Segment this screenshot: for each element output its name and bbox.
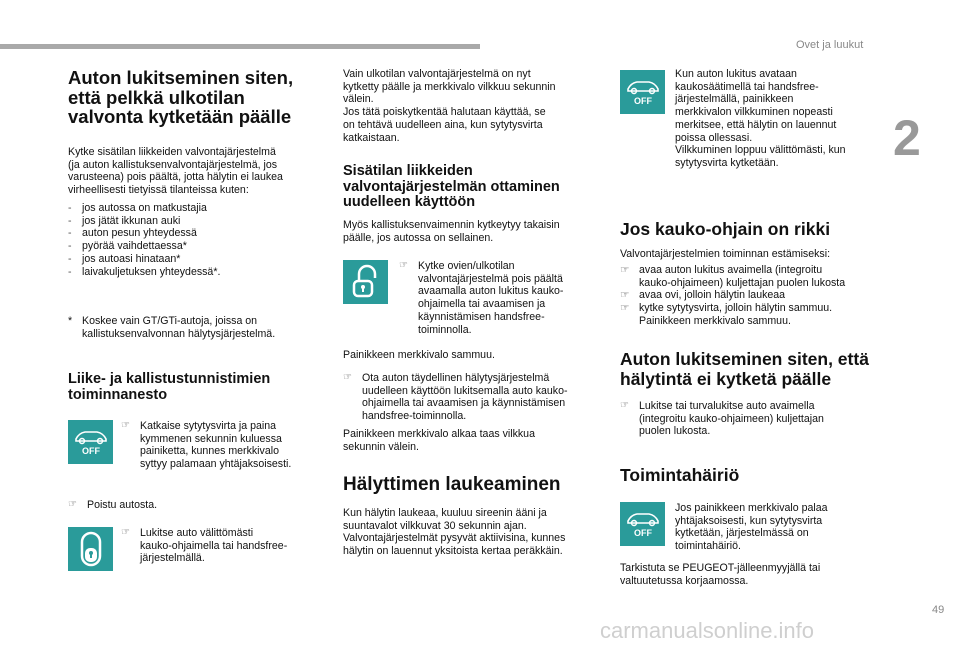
heading-main: Auton lukitseminen siten, että pelkkä ulkotilan valvonta kytketään päälle bbox=[68, 67, 294, 127]
chapter-number: 2 bbox=[893, 110, 921, 166]
heading-remote-broken: Jos kauko-ohjain on rikki bbox=[620, 219, 831, 239]
paragraph: Kun auton lukitus avataan kaukosäätimellä tai handsfree- järjestelmällä, painikkeen merkkivalon vilkkuminen nopeasti merkitsee, että hälytin on lauennut poissa ollessasi. Vilkkuminen loppuu välittömästi, kun sytytysvirta kytketään. bbox=[675, 68, 846, 169]
pointer-icon: ☞ bbox=[343, 372, 352, 383]
situation-list bbox=[68, 202, 220, 278]
pointer-icon: ☞ bbox=[68, 499, 77, 510]
dash-marker: - bbox=[68, 240, 72, 253]
dash-marker: - bbox=[68, 227, 72, 240]
list-item bbox=[68, 202, 220, 215]
paragraph: Kun hälytin laukeaa, kuuluu sireenin ääni ja suuntavalot vilkkuvat 30 sekunnin ajan. Valvontajärjestelmät pysyvät aktiivisina, kunnes hälytin on lauennut yksitoista kertaa peräkkäin. bbox=[343, 507, 566, 558]
heading-sensor-disable: Liike- ja kallistustunnistimien toiminnanesto bbox=[68, 371, 271, 403]
heading-reenable: Sisätilan liikkeiden valvontajärjestelmän ottaminen uudelleen käyttöön bbox=[343, 163, 560, 210]
paragraph: Jos painikkeen merkkivalo palaa yhtäjaksoisesti, kun sytytysvirta kytketään, järjestelmässä on toimintahäiriö. bbox=[675, 502, 828, 553]
off-label: OFF bbox=[81, 446, 100, 456]
paragraph: Myös kallistuksenvaimennin kytkeytyy takaisin päälle, jos autossa on sellainen. bbox=[343, 219, 560, 244]
section-title: Ovet ja luukut bbox=[796, 39, 864, 51]
lock-open-icon bbox=[343, 260, 388, 304]
footnote: Koskee vain GT/GTi-autoja, joissa on kallistuksenvalvonnan hälytysjärjestelmä. bbox=[82, 315, 276, 340]
step-text: Lukitse auto välittömästi kauko-ohjaimella tai handsfree- järjestelmällä. bbox=[140, 527, 288, 565]
list-item bbox=[68, 215, 220, 228]
list-item bbox=[620, 302, 845, 327]
paragraph: Painikkeen merkkivalo sammuu. bbox=[343, 349, 495, 361]
list-item-text: laivakuljetuksen yhteydessä*. bbox=[82, 265, 221, 278]
header-bar bbox=[0, 44, 480, 49]
footnote-mark: * bbox=[68, 315, 73, 327]
pointer-icon: ☞ bbox=[121, 420, 130, 431]
list-item-text: jos autoasi hinataan* bbox=[82, 252, 181, 265]
off-label: OFF bbox=[633, 96, 652, 106]
paragraph: Tarkistuta se PEUGEOT-jälleenmyyjällä tai valtuutetussa korjaamossa. bbox=[620, 562, 821, 587]
list-item bbox=[68, 227, 220, 240]
alarm-off-button-icon bbox=[620, 70, 665, 114]
heading-alarm-trigger: Hälyttimen laukeaminen bbox=[343, 474, 561, 495]
list-item bbox=[620, 264, 845, 289]
pointer-icon: ☞ bbox=[620, 302, 630, 315]
page-number: 49 bbox=[932, 604, 945, 616]
list-item-text: avaa auton lukitus avaimella (integroitu kauko-ohjaimeen) kuljettajan puolen lukosta bbox=[639, 264, 846, 289]
dash-marker: - bbox=[68, 265, 72, 278]
intro-text: Kytke sisätilan liikkeiden valvontajärjestelmä (ja auton kallistuksenvalvontajärjestelmä, jos varusteena) pois päältä, jotta hälytin ei laukea virheellisesti tietyissä tilanteissa kuten: bbox=[68, 146, 283, 197]
watermark: carmanualsonline.info bbox=[600, 618, 815, 643]
dash-marker: - bbox=[68, 202, 72, 214]
heading-malfunction: Toimintahäiriö bbox=[620, 465, 740, 485]
dash-marker: - bbox=[68, 214, 72, 227]
alarm-off-button-icon bbox=[68, 420, 113, 464]
pointer-icon: ☞ bbox=[620, 264, 630, 276]
list-item-text: jos jätät ikkunan auki bbox=[82, 214, 181, 227]
step-text: Lukitse tai turvalukitse auto avaimella (integroitu kauko-ohjaimeen) kuljettajan puolen lukosta. bbox=[639, 400, 824, 438]
dash-marker: - bbox=[68, 252, 72, 265]
heading-lock-no-alarm: Auton lukitseminen siten, että hälytintä ei kytketä päälle bbox=[620, 349, 869, 389]
step-text: Kytke ovien/ulkotilan valvontajärjestelmä pois päältä avaamalla auton lukitus kauko- ohjaimella tai avaamisen ja käynnistämisen handsfree- toiminnolla. bbox=[418, 260, 564, 336]
alarm-off-button-icon bbox=[620, 502, 665, 546]
lock-closed-icon bbox=[68, 527, 113, 571]
pointer-icon: ☞ bbox=[620, 400, 629, 411]
step-text: Poistu autosta. bbox=[87, 499, 158, 511]
pointer-icon: ☞ bbox=[121, 527, 130, 538]
pointer-icon: ☞ bbox=[399, 260, 408, 271]
list-item bbox=[620, 289, 845, 302]
list-item bbox=[68, 253, 220, 266]
paragraph: Painikkeen merkkivalo alkaa taas vilkkua sekunnin välein. bbox=[343, 428, 535, 453]
step-text: Katkaise sytytysvirta ja paina kymmenen sekunnin kuluessa painiketta, kunnes merkkivalo syttyy palamaan yhtäjaksoisesti. bbox=[140, 420, 292, 471]
list-item-text: auton pesun yhteydessä bbox=[82, 227, 197, 240]
remote-broken-steps bbox=[620, 264, 845, 328]
pointer-icon: ☞ bbox=[620, 289, 630, 302]
list-item bbox=[68, 266, 220, 279]
list-item-text: pyörää vaihdettaessa* bbox=[82, 240, 187, 253]
paragraph: Valvontajärjestelmien toiminnan estämiseksi: bbox=[620, 248, 831, 260]
list-item bbox=[68, 240, 220, 253]
list-item-text: avaa ovi, jolloin hälytin laukeaa bbox=[639, 289, 786, 302]
list-item-text: kytke sytytysvirta, jolloin hälytin sammuu. Painikkeen merkkivalo sammuu. bbox=[639, 302, 833, 327]
off-label: OFF bbox=[633, 528, 652, 538]
paragraph: Vain ulkotilan valvontajärjestelmä on nyt kytketty päälle ja merkkivalo vilkkuu sekunnin välein. Jos tätä poiskytkentää halutaan käyttää, se on tehtävä uudelleen aina, kun sytytysvirta katkaistaan. bbox=[343, 68, 556, 144]
step-text: Ota auton täydellinen hälytysjärjestelmä uudelleen käyttöön lukitsemalla auto kauko- ohjaimella tai avaamisen ja käynnistämisen handsfree-toiminnolla. bbox=[362, 372, 568, 423]
list-item-text: jos autossa on matkustajia bbox=[82, 202, 207, 214]
